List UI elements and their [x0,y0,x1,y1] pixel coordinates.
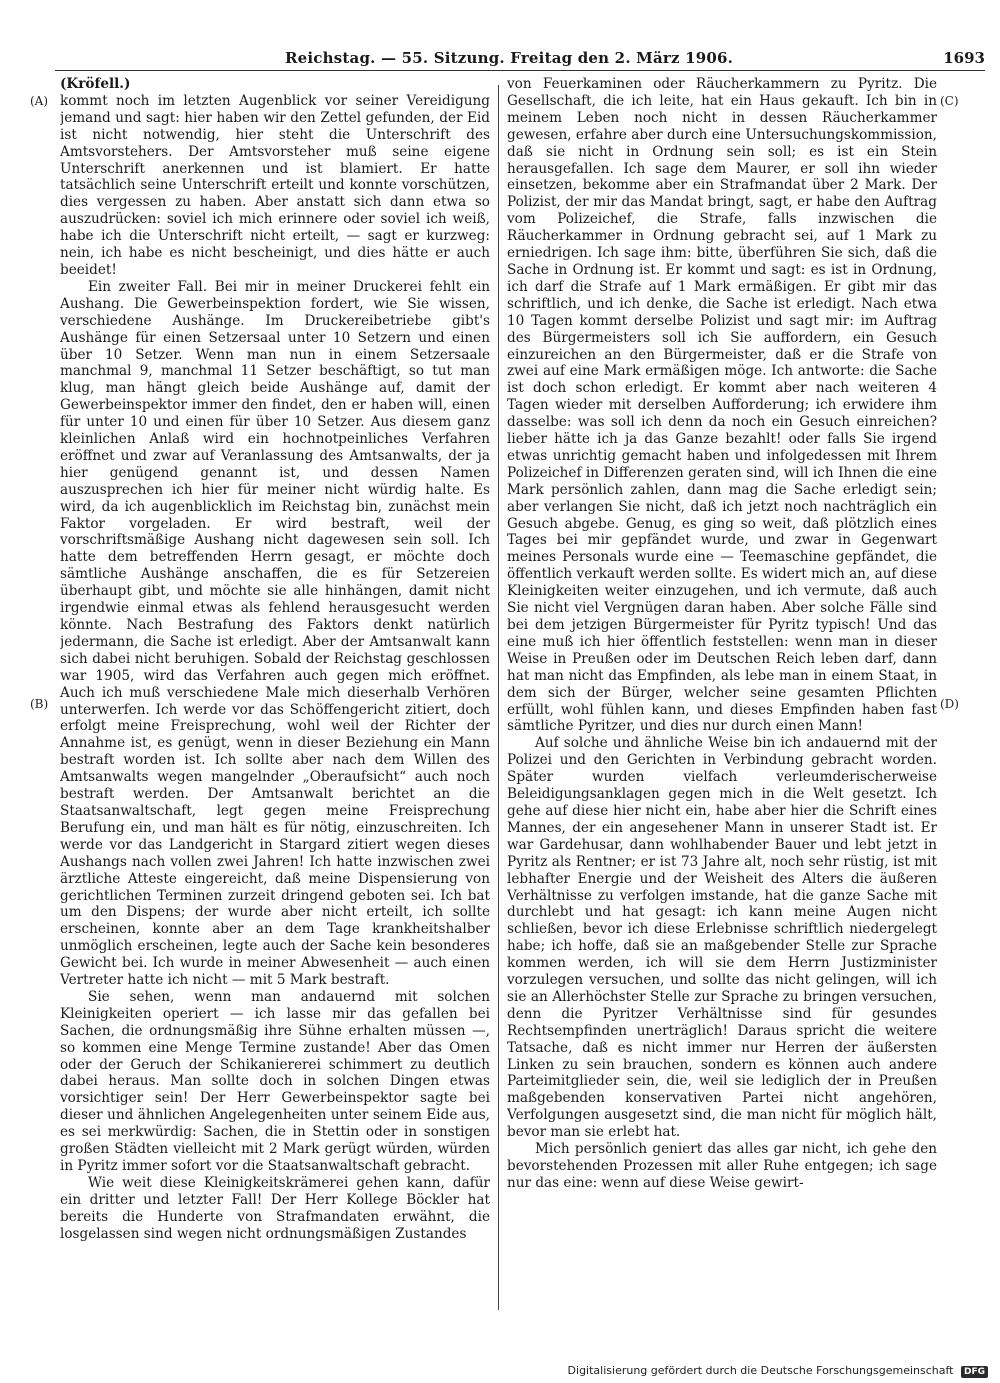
footer-credit [568,1364,988,1378]
header-title: Reichstag. — 55. Sitzung. Freitag den 2. März 1906. [285,49,734,67]
page-number: 1693 [943,49,985,67]
paragraph: Wie weit diese Kleinigkeitskrämerei gehen kann, dafür ein dritter und letzter Fall! Der Herr Kollege Böckler hat bereits die Hunderte von Strafmandaten erwähnt, die losgelassen sind wegen nicht ordnungsmäßigen Zustandes [60,1174,490,1242]
running-header [55,47,985,69]
column-divider [498,85,499,1310]
dfg-logo: DFG [961,1366,988,1378]
paragraph: Auf solche und ähnliche Weise bin ich andauernd mit der Polizei und den Gerichten in Verbindung gebracht worden. Später wurden vielfach verleumderischerweise Beleidigungsanklagen gegen mich in die Welt gesetzt. Ich gehe auf diese hier nicht ein, habe aber hier die Schrift eines Mannes, der ein angesehener Mann in unserer Stadt ist. Er war Gardehusar, dann wohlhabender Bauer und lebt jetzt in Pyritz als Rentner; er ist 73 Jahre alt, noch sehr rüstig, ist mit lebhafter Energie und der Weisheit des Alters die äußeren Verhältnisse zu verfolgen imstande, hat die ganze Sache mit durchlebt und hat gesagt: ich kann meine Augen nicht schließen, bevor ich diese Erlebnisse schriftlich niedergelegt habe; ich hoffe, daß sie an maßgebender Stelle zur Sprache kommen werden, ich will sie dem Herrn Justizminister vorzulegen versuchen, und sollte das nicht gelingen, will ich sie an Allerhöchster Stelle zur Sprache zu bringen versuchen, denn die Pyritzer Verhältnisse sind für gesundes Rechtsempfinden unerträglich! Daraus spricht die weitere Tatsache, daß es nicht immer nur Herren der äußersten Linken zu sein brauchen, sondern es können auch andere Parteimitglieder sein, die, weil sie lediglich der in Preußen maßgebenden konservativen Partei nicht angehören, Verfolgungen ausgesetzt sind, die man nicht für möglich hält, bevor man sie erlebt hat. [507,735,937,1141]
paragraph: Ein zweiter Fall. Bei mir in meiner Druckerei fehlt ein Aushang. Die Gewerbeinspektion fordert, wie Sie wissen, verschiedene Aushänge. Im Druckereibetriebe gibt's Aushänge für einen Setzersaal unter 10 Setzern und einen über 10 Setzer. Wenn man nun in einem Setzersaale manchmal 9, manchmal 11 Setzer beschäftigt, so tut man klug, man hängt gleich beide Aushänge auf, damit der Gewerbeinspektor immer den findet, den er haben will, einen für unter 10 und einen für über 10 Setzer. Aus diesem ganz kleinlichen Anlaß wird ein hochnotpeinliches Verfahren eröffnet und zwar auf Veranlassung des Amtsanwalts, der ja hier genügend genannt ist, und dessen Namen auszusprechen ich hier für meiner nicht würdig halte. Es wird, da ich augenblicklich im Reichstag bin, zunächst mein Faktor vorgeladen. Er wird bestraft, weil der vorschriftsmäßige Aushang nicht dagewesen sein soll. Ich hatte dem betreffenden Herrn gesagt, er möchte doch sämtliche Aushänge anschaffen, die es für Setzereien überhaupt gibt, und möchte sie alle hinhängen, damit nicht irgendwie einmal etwas als fehlend herausgesucht werden könnte. Nach Bestrafung des Faktors denkt natürlich jedermann, die Sache ist erledigt. Aber der Amtsanwalt kann sich dabei nicht beruhigen. Sobald der Reichstag geschlossen war 1905, wird das Verfahren auch gegen mich eröffnet. Auch ich muß verschiedene Male mich dieserhalb Verhören unterwerfen. Ich werde vor das Schöffengericht zitiert, doch erfolgt meine Freisprechung, wohl weil der Richter der Annahme ist, es genügt, wenn in dieser Beziehung ein Mann bestraft worden ist. Ich sollte aber nach dem Willen des Amtsanwalts wegen mangelnder „Oberaufsicht“ auch noch bestraft werden. Der Amtsanwalt berichtet an die Staatsanwaltschaft, legt gegen meine Freisprechung Berufung ein, und man hält es für nötig, einzuschreiten. Ich werde vor das Landgericht in Stargard zitiert wegen dieses Aushangs nach vollen zwei Jahren! Ich hatte inzwischen zwei ärztliche Atteste eingereicht, daß meine Dispensierung von gerichtlichen Terminen zurzeit dringend geboten sei. Ich bat um den Dispens; der wurde aber nicht erteilt, ich sollte erscheinen, konnte aber an dem Tage krankheitshalber unmöglich erscheinen, legte auch der Sache kein besonderes Gewicht bei. Ich wurde in meiner Abwesenheit — auch einen Vertreter hatte ich nicht — mit 5 Mark bestraft. [60,278,490,989]
paragraph: Mich persönlich geniert das alles gar nicht, ich gehe den bevorstehenden Prozessen mit aller Ruhe entgegen; ich sage nur das eine: wenn auf diese Weise gewirt- [507,1141,937,1191]
paragraph: kommt noch im letzten Augenblick vor seiner Vereidigung jemand und sagt: hier haben wir den Zettel gefunden, der Eid ist nicht notwendig, hier steht die Unterschrift des Amtsvorstehers. Der Amtsvorsteher muß seine eigene Unterschrift anerkennen und ist blamiert. Er hatte tatsächlich seine Unterschrift erteilt und konnte vorschützen, dies vergessen zu haben. Aber anstatt sich dann etwa so auszudrücken: soviel ich mich erinnere oder soviel ich weiß, habe ich die Unterschrift nicht erteilt, — sagt er kurzweg: nein, ich habe es nicht bescheinigt, und dies hätte er auch beeidet! [60,92,490,278]
margin-label-b: (B) [30,697,49,711]
speaker-label: (Kröfell.) [60,76,131,92]
margin-label-d: (D) [940,697,959,711]
left-column [60,76,490,1316]
footer-text: Digitalisierung gefördert durch die Deutsche Forschungsgemeinschaft [567,1364,954,1377]
paragraph: von Feuerkaminen oder Räucherkammern zu Pyritz. Die Gesellschaft, die ich leite, hat ein Haus gekauft. Ich bin in meinem Leben noch nicht in dessen Räucherkammer gewesen, erfahre aber durch eine Untersuchungskommission, daß sie nicht in Ordnung sein soll; es ist ein Stein herausgefallen. Ich sage dem Maurer, er soll ihn wieder einsetzen, bekomme aber ein Strafmandat über 2 Mark. Der Polizist, der mir das Mandat bringt, sagt, er habe den Auftrag vom Polizeichef, die Strafe, falls inzwischen die Räucherkammer in Ordnung gebracht sei, auf 1 Mark zu erniedrigen. Ich sage ihm: bitte, überführen Sie sich, daß die Sache in Ordnung ist. Er kommt und sagt: es ist in Ordnung, ich darf die Strafe auf 1 Mark ermäßigen. Er gibt mir das schriftlich, und ich denke, die Sache ist erledigt. Nach etwa 10 Tagen kommt derselbe Polizist und sagt mir: im Auftrag des Bürgermeisters soll ich Sie auffordern, ein Gesuch einzureichen an den Bürgermeister, daß er die Strafe von zwei auf eine Mark ermäßigen möge. Ich antworte: die Sache ist doch schon erledigt. Er kommt aber nach weiteren 4 Tagen wieder mit derselben Aufforderung; ich erwidere ihm dasselbe: was soll ich denn da noch ein Gesuch einreichen? lieber hätte ich ja das Ganze bezahlt! oder falls Sie irgend etwas unrichtig gemacht haben und infolgedessen mit Ihrem Polizeichef in Differenzen geraten sind, will ich Ihnen die eine Mark persönlich zahlen, dann mag die Sache erledigt sein; aber verlangen Sie nicht, daß ich jetzt noch nachträglich ein Gesuch abgebe. Genug, es ging so weit, daß plötzlich eines Tages bei mir gepfändet wurde, und zwar in Gegenwart meines Personals wurde eine — Teemaschine gepfändet, die öffentlich verkauft werden sollte. Es widert mich an, auf diese Kleinigkeiten weiter einzugehen, und ich vermute, daß auch Sie nicht viel Vergnügen daran haben. Aber solche Fälle sind bei dem jetzigen Bürgermeister für Pyritz typisch! Und das eine muß ich hier öffentlich feststellen: wenn man in dieser Weise in Preußen oder im Deutschen Reich leben darf, dann hat man nicht das Empfinden, als lebe man in einem Staat, in dem sich der Bürger, welcher seine gesamten Pflichten erfüllt, wohl fühlen kann, und dieses Empfinden haben fast sämtliche Pyritzer, und dies nur durch einen Mann! [507,76,937,735]
paragraph: Sie sehen, wenn man andauernd mit solchen Kleinigkeiten operiert — ich lasse mir das gefallen bei Sachen, die ordnungsmäßig ihre Sühne erhalten müssen —, so kommen eine Menge Termine zustande! Aber das Omen oder der Geruch der Schikaniererei schimmert zu deutlich dabei heraus. Man sollte doch in solchen Dingen etwas vorsichtiger sein! Der Herr Gewerbeinspektor sagte bei dieser und ähnlichen Angelegenheiten unter seinem Eide aus, es sei merkwürdig: Sachen, die in Stettin oder in sonstigen großen Städten vielleicht mit 2 Mark gerügt würden, würden in Pyritz immer sofort vor die Staatsanwaltschaft gebracht. [60,988,490,1174]
margin-label-a: (A) [30,94,49,108]
margin-label-c: (C) [940,94,959,108]
header-rule [55,70,985,71]
right-column [507,76,937,1316]
